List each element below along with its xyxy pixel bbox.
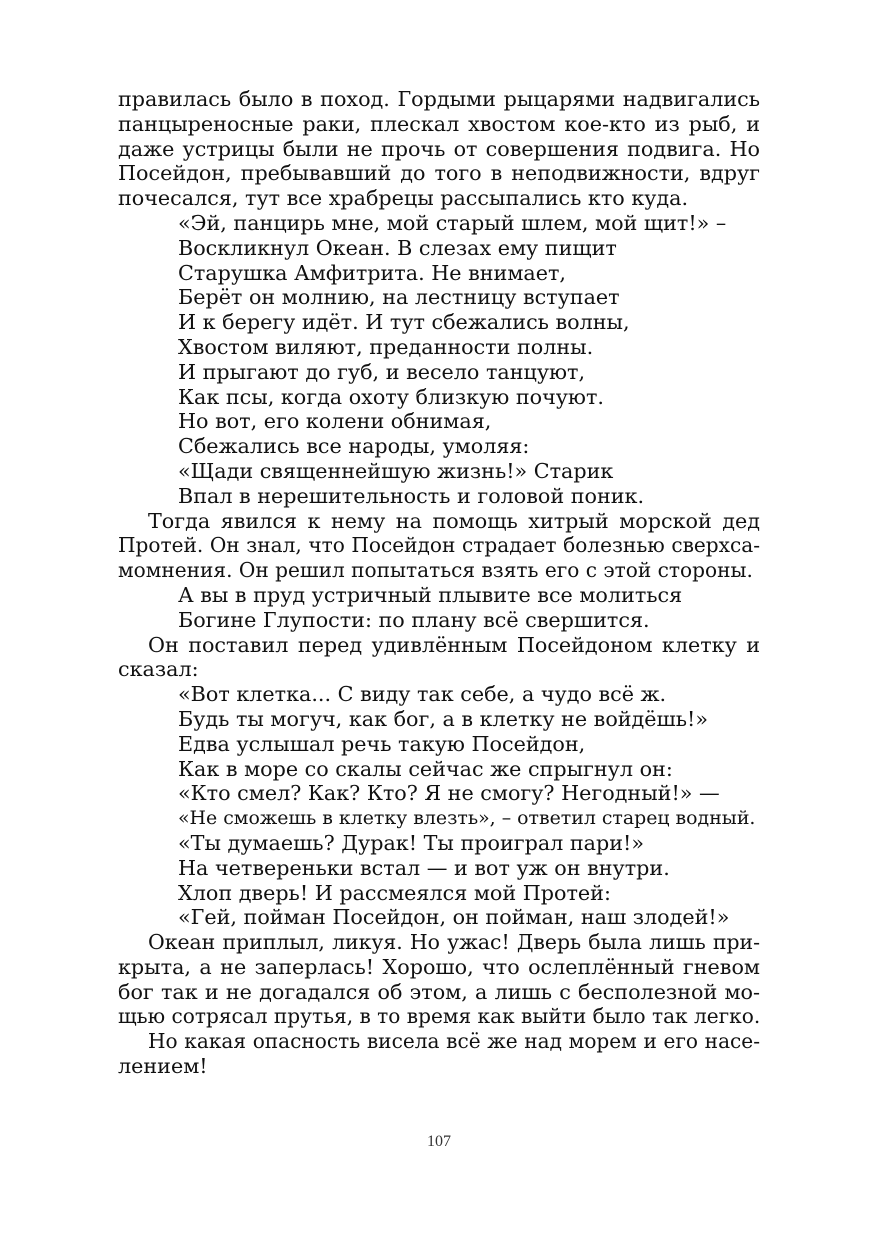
verse-line: Как псы, когда охоту близкую почуют. xyxy=(178,384,604,409)
verse-line: «Эй, панцирь мне, мой старый шлем, мой щит!» – xyxy=(178,210,727,235)
verse-line: Воскликнул Океан. В слезах ему пищит xyxy=(178,235,617,260)
verse-line: Сбежались все народы, умоляя: xyxy=(178,434,530,459)
text-line: Посейдон, пребывавший до того в неподвижности, вдруг xyxy=(118,161,760,186)
text-line: Протей. Он знал, что Посейдон страдает болезнью сверхса- xyxy=(118,533,760,558)
verse-line: «Кто смел? Как? Кто? Я не смогу? Негодный!» — xyxy=(178,781,720,806)
text-line: Тогда явился к нему на помощь хитрый морской дед xyxy=(148,508,760,533)
text-line: даже устрицы были не прочь от совершения подвига. Но xyxy=(118,136,760,161)
verse-line: Едва услышал речь такую Посейдон, xyxy=(178,731,586,756)
text-line: сказал: xyxy=(118,657,199,682)
verse-line: «Ты думаешь? Дурак! Ты проиграл пари!» xyxy=(178,830,644,855)
verse-line: Хлоп дверь! И рассмеялся мой Протей: xyxy=(178,880,611,905)
verse-line: Но вот, его колени обнимая, xyxy=(178,409,492,434)
text-line: момнения. Он решил попытаться взять его с этой стороны. xyxy=(118,558,753,583)
text-line: правилась было в поход. Гордыми рыцарями надвигались xyxy=(118,87,760,111)
verse-line: «Гей, пойман Посейдон, он пойман, наш злодей!» xyxy=(178,905,730,930)
text-line: щью сотрясал прутья, в то время как выйти было так легко. xyxy=(118,1004,761,1029)
verse-line: Как в море со скалы сейчас же спрыгнул он: xyxy=(178,756,673,781)
verse-line: Хвостом виляют, преданности полны. xyxy=(178,334,594,359)
verse-line: На четвереньки встал — и вот уж он внутри. xyxy=(178,855,670,880)
text-line: лением! xyxy=(118,1054,208,1079)
verse-line: Берёт он молнию, на лестницу вступает xyxy=(178,285,620,310)
text-line: Но какая опасность висела всё же над морем и его насе- xyxy=(148,1029,760,1054)
verse-line: Будь ты могуч, как бог, а в клетку не войдёшь!» xyxy=(178,706,709,731)
text-line: крыта, а не заперлась! Хорошо, что ослеплённый гневом xyxy=(118,954,760,979)
verse-line: А вы в пруд устричный плывите все молиться xyxy=(178,582,683,607)
text-line: почесался, тут все храбрецы рассыпались кто куда. xyxy=(118,186,689,211)
verse-line: «Вот клетка... С виду так себе, а чудо всё ж. xyxy=(178,682,667,707)
text-line: Он поставил перед удивлённым Посейдоном клетку и xyxy=(148,632,760,657)
verse-line: Богине Глупости: по плану всё свершится. xyxy=(178,607,650,632)
verse-line: «Не сможешь в клетку влезть», – ответил старец водный. xyxy=(178,807,756,830)
text-line: панцыреносные раки, плескал хвостом кое-кто из рыб, и xyxy=(118,111,760,136)
text-line: бог так и не догадался об этом, а лишь с бесполезной мо- xyxy=(118,979,760,1004)
verse-line: Впал в нерешительность и головой поник. xyxy=(178,483,645,508)
verse-line: И к берегу идёт. И тут сбежались волны, xyxy=(178,310,630,335)
verse-line: Старушка Амфитрита. Не внимает, xyxy=(178,260,567,285)
page-text xyxy=(118,87,760,1079)
verse-line: «Щади священнейшую жизнь!» Старик xyxy=(178,458,614,483)
verse-line: И прыгают до губ, и весело танцуют, xyxy=(178,359,586,384)
text-line: Океан приплыл, ликуя. Но ужас! Дверь была лишь при- xyxy=(148,930,760,955)
page-number: 107 xyxy=(427,1133,451,1150)
